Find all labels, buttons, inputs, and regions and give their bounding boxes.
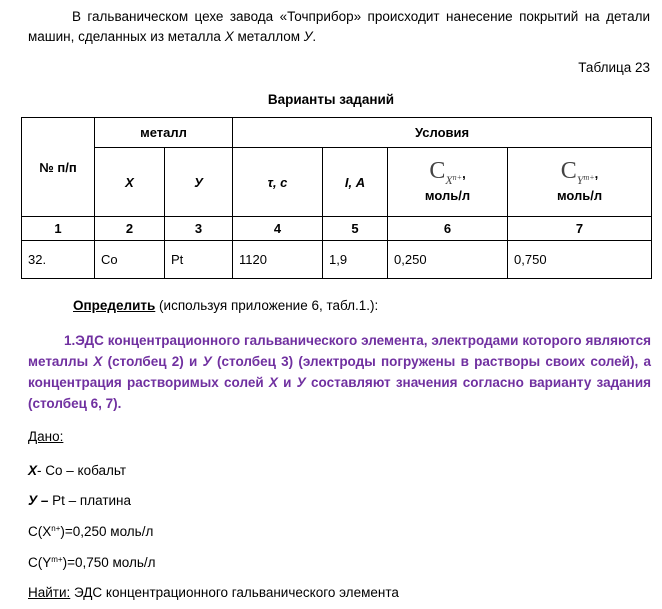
header-tau: τ, с bbox=[233, 148, 323, 217]
intro-text: машин, сделанных из металла bbox=[28, 29, 225, 44]
given-conc-y bbox=[28, 555, 156, 570]
conc-x-unit: моль/л bbox=[424, 187, 471, 203]
header-current: I, А bbox=[323, 148, 388, 217]
data-cell-current: 1,9 bbox=[323, 241, 388, 279]
task-text: 1.ЭДС концентрационного гальванического элемента, электродами которого являются металлы bbox=[28, 333, 651, 369]
header-conc-x bbox=[388, 148, 508, 217]
given-text: )=0,750 моль/л bbox=[62, 555, 156, 570]
determine-label: Определить bbox=[73, 298, 156, 313]
given-text: C(Y bbox=[28, 555, 52, 570]
intro-text: . bbox=[312, 29, 317, 44]
metal-y-ref: У bbox=[202, 354, 212, 369]
find-text: ЭДС концентрационного гальванического элемента bbox=[70, 585, 399, 600]
given-text: )=0,250 моль/л bbox=[60, 524, 154, 539]
task-text: и bbox=[277, 375, 297, 390]
find-label: Найти: bbox=[28, 585, 71, 600]
index-cell: 4 bbox=[233, 217, 323, 241]
table-title: Варианты заданий bbox=[267, 92, 395, 107]
index-row bbox=[22, 217, 652, 241]
index-cell: 7 bbox=[508, 217, 652, 241]
data-cell-y: Pt bbox=[165, 241, 233, 279]
header-y: У bbox=[165, 148, 233, 217]
conc-comma: , bbox=[594, 165, 599, 181]
intro-line-1: В гальваническом цехе завода «Точприбор» происходит нанесение покрытий на детали bbox=[72, 9, 650, 24]
metal-y-ref: У bbox=[296, 375, 306, 390]
header-conditions: Условия bbox=[233, 118, 652, 148]
conc-y-sub: $Y^{m+}$ bbox=[576, 172, 595, 187]
data-cell-conc-x: 0,250 bbox=[388, 241, 508, 279]
metal-y-ref: У bbox=[303, 29, 313, 44]
index-cell: 3 bbox=[165, 217, 233, 241]
variants-table bbox=[21, 117, 652, 279]
task-text: составляют значения согласно варианту задания (столбец 6, 7). bbox=[28, 375, 651, 411]
header-metal: металл bbox=[95, 118, 233, 148]
header-x: Х bbox=[95, 148, 165, 217]
metal-x-ref: Х bbox=[93, 354, 103, 369]
header-num: № п/п bbox=[22, 118, 95, 217]
task-text: (столбец 3) (электроды погружены в растворы своих солей), а концентрация растворимых солей bbox=[28, 354, 651, 390]
data-cell-tau: 1120 bbox=[233, 241, 323, 279]
given-y-label: У – bbox=[28, 493, 49, 508]
given-x-label: Х bbox=[28, 463, 38, 478]
intro-text: металлом bbox=[233, 29, 304, 44]
data-cell-x: Co bbox=[95, 241, 165, 279]
determine-text: (используя приложение 6, табл.1.): bbox=[155, 298, 379, 313]
conc-comma: , bbox=[462, 165, 466, 181]
given-label: Дано: bbox=[28, 429, 64, 444]
given-conc-x bbox=[28, 524, 153, 539]
intro-line-2 bbox=[28, 29, 316, 44]
metal-x-ref: Х bbox=[224, 29, 234, 44]
task-paragraph bbox=[28, 330, 651, 414]
given-x-text: - Co – кобальт bbox=[37, 463, 127, 478]
data-cell-conc-y: 0,750 bbox=[508, 241, 652, 279]
table-caption: Таблица 23 bbox=[578, 60, 650, 75]
index-cell: 5 bbox=[323, 217, 388, 241]
conc-symbol: C bbox=[560, 157, 577, 184]
given-sup: n+ bbox=[51, 524, 61, 533]
given-x bbox=[28, 463, 126, 478]
conc-y-unit: моль/л bbox=[556, 187, 603, 203]
given-text: C(X bbox=[28, 524, 52, 539]
data-row bbox=[22, 241, 652, 279]
given-y bbox=[28, 493, 131, 508]
conc-x-sub: $X^{n+}$ bbox=[445, 172, 463, 187]
metal-x-ref: Х bbox=[268, 375, 278, 390]
find-line bbox=[28, 585, 399, 600]
given-y-text: Pt – платина bbox=[48, 493, 132, 508]
header-conc-y bbox=[508, 148, 652, 217]
conc-symbol: C bbox=[429, 157, 446, 184]
index-cell: 1 bbox=[22, 217, 95, 241]
index-cell: 6 bbox=[388, 217, 508, 241]
given-sup: m+ bbox=[51, 555, 63, 564]
determine-line bbox=[73, 298, 378, 313]
index-cell: 2 bbox=[95, 217, 165, 241]
data-cell-num: 32. bbox=[22, 241, 95, 279]
task-text: (столбец 2) и bbox=[102, 354, 203, 369]
